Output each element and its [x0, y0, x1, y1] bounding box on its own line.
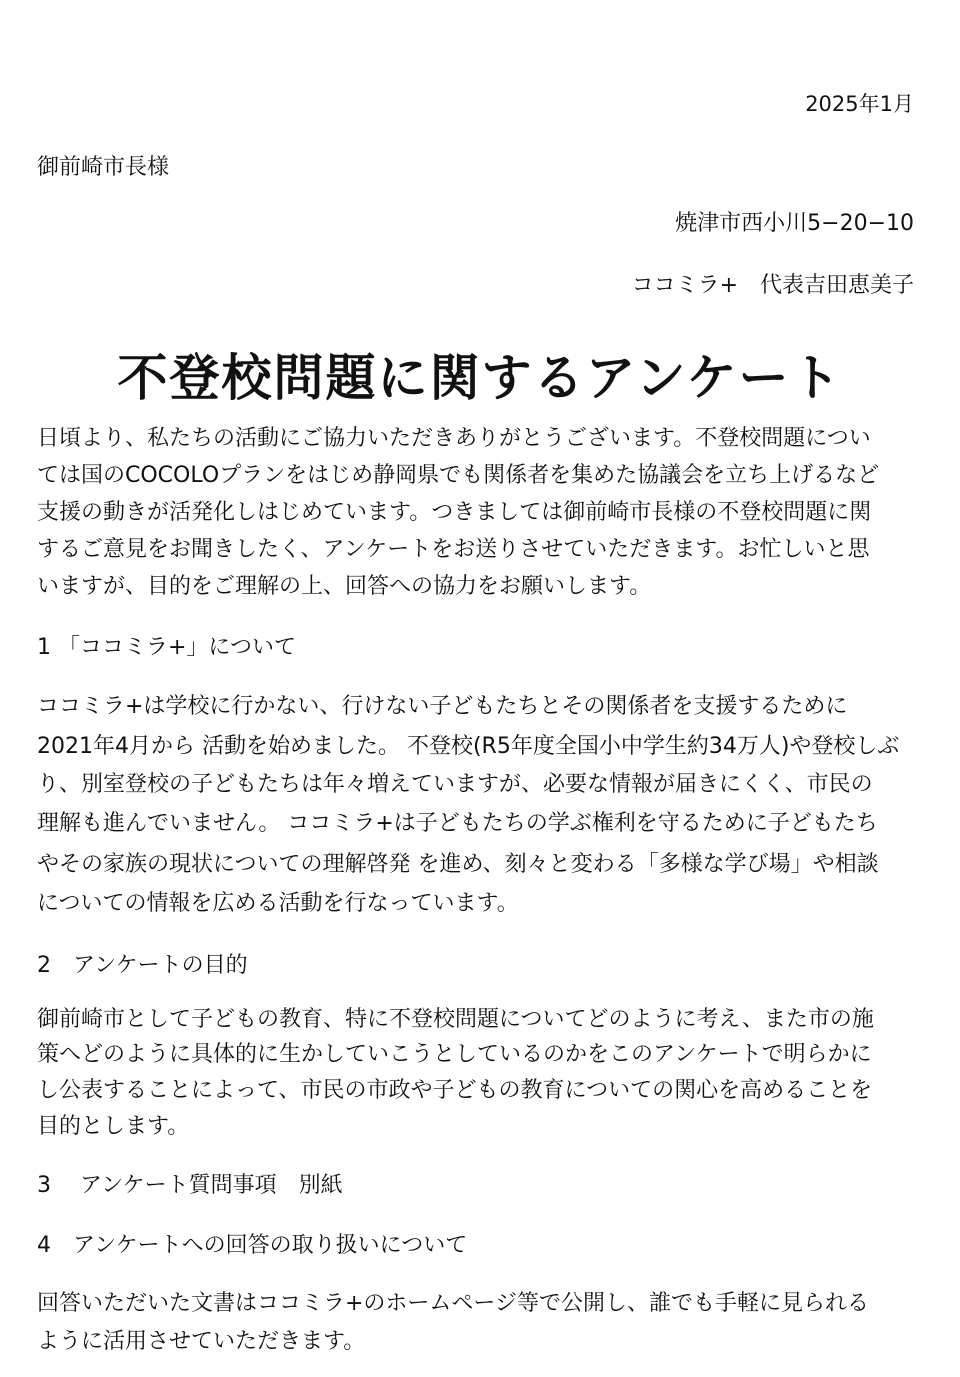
section-line: やその家族の現状についての理解啓発 を進め、刻々と変わる「多様な学び場」や相談: [37, 852, 879, 877]
section-line: り、別室登校の子どもたちは年々増えていますが、必要な情報が届きにくく、市民の: [37, 772, 873, 797]
section-line: 御前崎市として子どもの教育、特に不登校問題についてどのように考え、また市の施: [37, 1007, 874, 1032]
section-line: 2021年4月から 活動を始めました。 不登校(R5年度全国小中学生約34万人)や登校しぶ: [37, 734, 900, 759]
section-line: 理解も進んでいません。 ココミラ+は子どもたちの学ぶ権利を守るために子どもたち: [37, 811, 878, 836]
document-title: 不登校問題に関するアンケート: [117, 349, 843, 407]
intro-line: 支援の動きが活発化しはじめています。つきましては御前崎市長様の不登校問題に関: [37, 500, 872, 525]
section-heading: 3 アンケート質問事項 別紙: [37, 1173, 343, 1198]
document-date: 2025年1月: [805, 92, 914, 116]
intro-line: いますが、目的をご理解の上、回答への協力をお願いします。: [37, 574, 652, 599]
section-line: 回答いただいた文書はココミラ+のホームページ等で公開し、誰でも手軽に見られる: [37, 1291, 869, 1316]
intro-line: ては国のCOCOLOプランをはじめ静岡県でも関係者を集めた協議会を立ち上げるなど: [37, 463, 880, 488]
section-heading: 1 「ココミラ+」について: [37, 635, 296, 660]
section-line: ように活用させていただきます。: [37, 1329, 366, 1354]
section-heading: 2 アンケートの目的: [37, 953, 248, 978]
sender-name: ココミラ+ 代表吉田恵美子: [631, 273, 914, 298]
intro-line: 日頃より、私たちの活動にご協力いただきありがとうございます。不登校問題につい: [37, 426, 871, 451]
section-line: 目的とします。: [37, 1114, 190, 1139]
intro-line: するご意見をお聞きしたく、アンケートをお送りさせていただきます。お忙しいと思: [37, 537, 870, 562]
addressee: 御前崎市長様: [37, 155, 170, 180]
section-line: についての情報を広める活動を行なっています。: [37, 891, 519, 916]
section-line: ココミラ+は学校に行かない、行けない子どもたちとその関係者を支援するために: [37, 694, 848, 719]
sender-address: 焼津市西小川5−20−10: [675, 211, 914, 236]
section-line: し公表することによって、市民の市政や子どもの教育についての関心を高めることを: [37, 1078, 873, 1103]
section-line: 策へどのように具体的に生かしていこうとしているのかをこのアンケートで明らかに: [37, 1042, 872, 1067]
section-heading: 4 アンケートへの回答の取り扱いについて: [37, 1233, 468, 1258]
